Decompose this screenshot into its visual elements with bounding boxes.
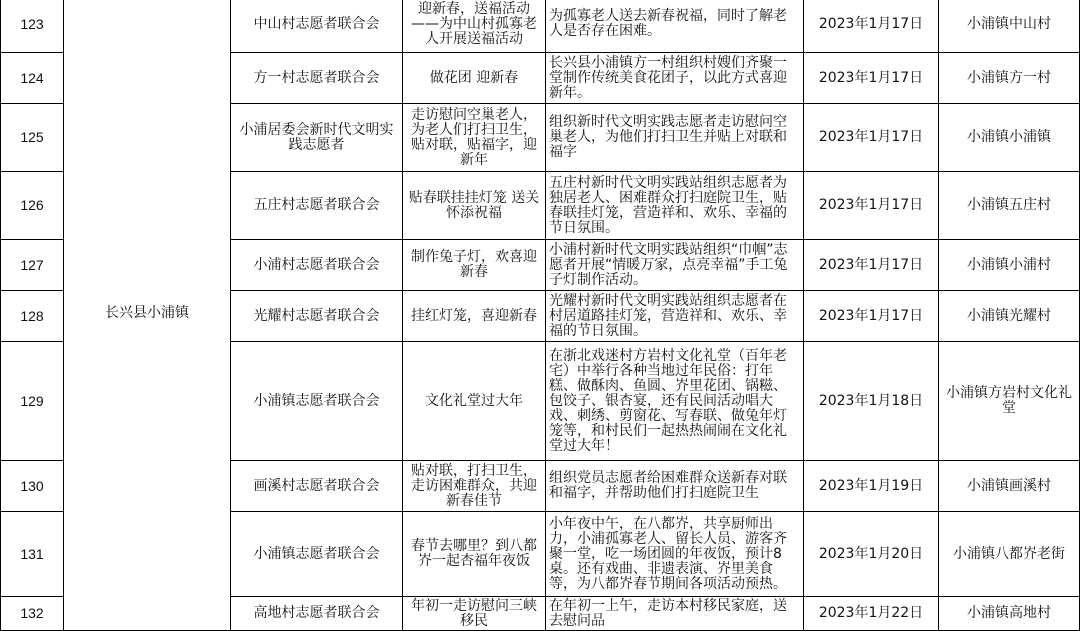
organization-cell: 小浦居委会新时代文明实践志愿者	[231, 104, 403, 172]
row-number: 126	[1, 172, 64, 240]
organization-cell: 高地村志愿者联合会	[231, 597, 403, 631]
place-cell: 小浦镇小浦镇	[939, 104, 1080, 172]
date-cell: 2023年1月17日	[804, 291, 939, 342]
row-number: 125	[1, 104, 64, 172]
description-cell: 小年夜中午，在八都岕，共享厨师出力，小浦孤寡老人、留长人员、游客齐聚一堂，吃一场团圆的年夜饭，预计8桌。还有戏曲、非遗表演、岕里美食等，为八都岕春节期间各项活动预热。	[546, 512, 804, 597]
organization-cell: 小浦镇志愿者联合会	[231, 342, 403, 461]
date-cell: 2023年1月17日	[804, 240, 939, 291]
row-number: 123	[1, 0, 64, 53]
date-cell: 2023年1月17日	[804, 172, 939, 240]
description-cell: 小浦村新时代文明实践站组织“巾帼”志愿者开展“情暖万家，点亮幸福”手工兔子灯制作活动。	[546, 240, 804, 291]
place-cell: 小浦镇小浦村	[939, 240, 1080, 291]
table-row	[1, 0, 1080, 53]
activity-cell: 制作兔子灯，欢喜迎新春	[403, 240, 546, 291]
place-cell: 小浦镇八都岕老街	[939, 512, 1080, 597]
place-cell: 小浦镇画溪村	[939, 461, 1080, 512]
description-cell: 组织党员志愿者给困难群众送新春对联和福字，并帮助他们打扫庭院卫生	[546, 461, 804, 512]
activity-cell: 迎新春，送福活动——为中山村孤寡老人开展送福活动	[403, 0, 546, 53]
date-cell: 2023年1月20日	[804, 512, 939, 597]
place-cell: 小浦镇光耀村	[939, 291, 1080, 342]
place-cell: 小浦镇高地村	[939, 597, 1080, 631]
organization-cell: 五庄村志愿者联合会	[231, 172, 403, 240]
description-cell: 在浙北戏迷村方岩村文化礼堂（百年老宅）中举行各种当地过年民俗：打年糕、做酥肉、鱼圆、岕里花团、锅糍、包饺子、银杏宴，还有民间活动唱大戏、刺绣、剪窗花、写春联、做兔年灯笼等，和村民们一起热热闹闹在文化礼堂过大年！	[546, 342, 804, 461]
row-number: 127	[1, 240, 64, 291]
activity-cell: 贴春联挂挂灯笼 送关怀添祝福	[403, 172, 546, 240]
organization-cell: 画溪村志愿者联合会	[231, 461, 403, 512]
activity-cell: 春节去哪里？到八都岕一起杏福年夜饭	[403, 512, 546, 597]
place-cell: 小浦镇方岩村文化礼堂	[939, 342, 1080, 461]
activity-cell: 挂红灯笼，喜迎新春	[403, 291, 546, 342]
activity-cell: 文化礼堂过大年	[403, 342, 546, 461]
date-cell: 2023年1月17日	[804, 104, 939, 172]
organization-cell: 小浦村志愿者联合会	[231, 240, 403, 291]
row-number: 130	[1, 461, 64, 512]
description-cell: 五庄村新时代文明实践站组织志愿者为独居老人、困难群众打扫庭院卫生，贴春联挂灯笼，营造祥和、欢乐、幸福的节日氛围。	[546, 172, 804, 240]
row-number: 124	[1, 53, 64, 104]
date-cell: 2023年1月19日	[804, 461, 939, 512]
description-cell: 在年初一上午，走访本村移民家庭，送去慰问品	[546, 597, 804, 631]
activity-cell: 贴对联，打扫卫生，走访困难群众，共迎新春佳节	[403, 461, 546, 512]
activity-cell: 做花团 迎新春	[403, 53, 546, 104]
organization-cell: 光耀村志愿者联合会	[231, 291, 403, 342]
organization-cell: 小浦镇志愿者联合会	[231, 512, 403, 597]
row-number: 132	[1, 597, 64, 631]
row-number: 131	[1, 512, 64, 597]
activity-cell: 年初一走访慰问三峡移民	[403, 597, 546, 631]
description-cell: 光耀村新时代文明实践站组织志愿者在村居道路挂灯笼，营造祥和、欢乐、幸福的节日氛围。	[546, 291, 804, 342]
place-cell: 小浦镇五庄村	[939, 172, 1080, 240]
row-number: 128	[1, 291, 64, 342]
organization-cell: 中山村志愿者联合会	[231, 0, 403, 53]
activity-cell: 走访慰问空巢老人，为老人们打扫卫生，贴对联，贴福字，迎新年	[403, 104, 546, 172]
date-cell: 2023年1月17日	[804, 53, 939, 104]
organization-cell: 方一村志愿者联合会	[231, 53, 403, 104]
date-cell: 2023年1月18日	[804, 342, 939, 461]
description-cell: 长兴县小浦镇方一村组织村嫂们齐聚一堂制作传统美食花团子，以此方式喜迎新年。	[546, 53, 804, 104]
row-number: 129	[1, 342, 64, 461]
place-cell: 小浦镇方一村	[939, 53, 1080, 104]
place-cell: 小浦镇中山村	[939, 0, 1080, 53]
date-cell: 2023年1月17日	[804, 0, 939, 53]
county-cell: 长兴县小浦镇	[64, 0, 231, 631]
description-cell: 为孤寡老人送去新春祝福，同时了解老人是否存在困难。	[546, 0, 804, 53]
date-cell: 2023年1月22日	[804, 597, 939, 631]
description-cell: 组织新时代文明实践志愿者走访慰问空巢老人，为他们打扫卫生并贴上对联和福字	[546, 104, 804, 172]
